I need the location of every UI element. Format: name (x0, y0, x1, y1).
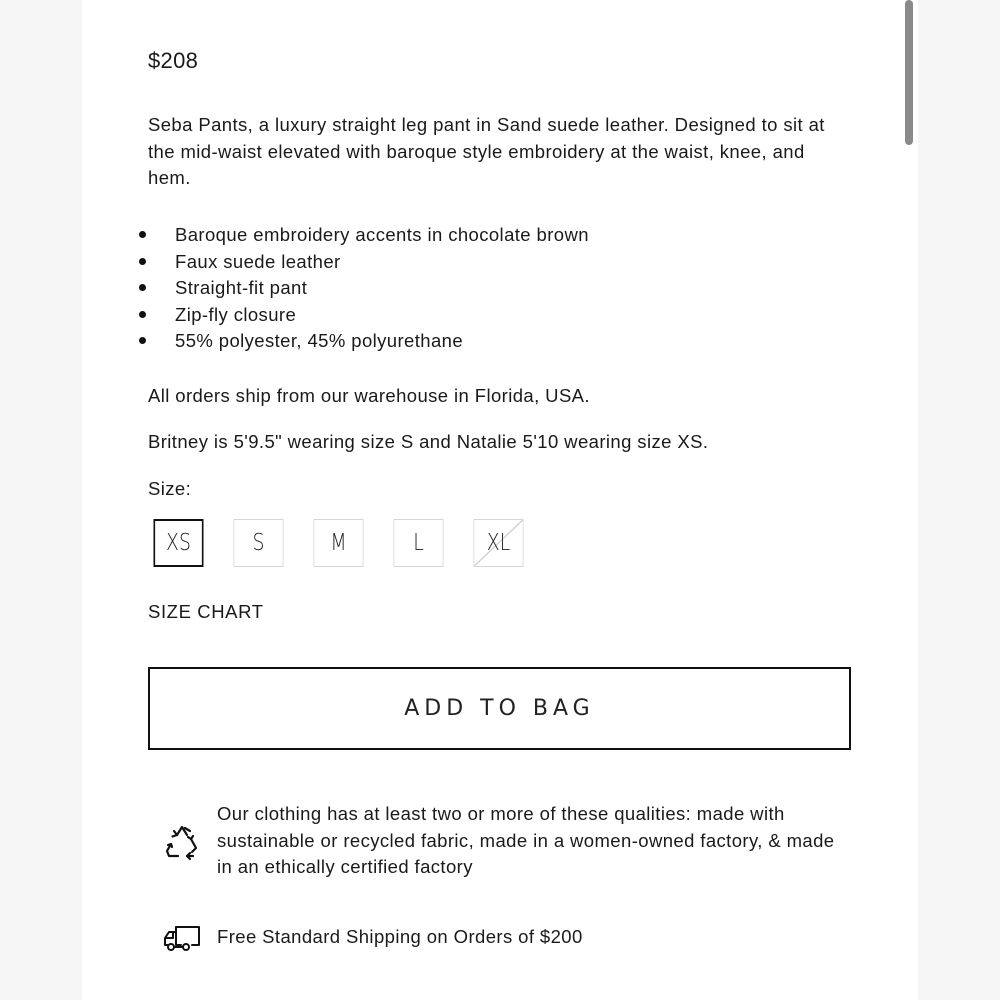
size-option-s[interactable] (233, 519, 283, 567)
truck-icon (162, 924, 202, 954)
size-option-xs[interactable] (153, 519, 203, 567)
size-option-label: L (413, 530, 424, 556)
free-shipping-text: Free Standard Shipping on Orders of $200 (217, 926, 583, 947)
list-item: 55% polyester, 45% polyurethane (148, 328, 589, 355)
size-option-label: S (252, 530, 265, 556)
size-option-label: XL (486, 530, 511, 556)
size-chart-link[interactable]: SIZE CHART (148, 601, 264, 622)
shipping-origin-note: All orders ship from our warehouse in Florida, USA. (148, 385, 590, 406)
size-options (148, 519, 529, 567)
scrollbar-thumb[interactable] (905, 0, 913, 145)
size-option-label: XS (166, 530, 191, 556)
add-to-bag-button[interactable]: ADD TO BAG (148, 667, 851, 750)
feature-list (148, 222, 589, 355)
page-side-margin-left (0, 0, 82, 1000)
recycle-icon (162, 822, 202, 862)
list-item: Baroque embroidery accents in chocolate brown (148, 222, 589, 249)
size-label: Size: (148, 478, 192, 499)
list-item: Zip-fly closure (148, 302, 589, 329)
page-side-margin-right (918, 0, 1000, 1000)
sustainability-text: Our clothing has at least two or more of these qualities: made with sustainable or recycled fabric, made in a women-owned factory, & made in an ethically certified factory (217, 803, 835, 878)
list-item: Faux suede leather (148, 249, 589, 276)
size-option-label: M (330, 530, 347, 556)
model-size-note: Britney is 5'9.5" wearing size S and Natalie 5'10 wearing size XS. (148, 431, 709, 452)
product-description: Seba Pants, a luxury straight leg pant in Sand suede leather. Designed to sit at the mid-waist elevated with baroque style embroidery at the waist, knee, and hem. (148, 114, 825, 189)
product-price: $208 (148, 48, 199, 73)
size-option-m[interactable] (313, 519, 363, 567)
size-option-l[interactable] (393, 519, 443, 567)
list-item: Straight-fit pant (148, 275, 589, 302)
size-option-xl[interactable] (473, 519, 523, 567)
